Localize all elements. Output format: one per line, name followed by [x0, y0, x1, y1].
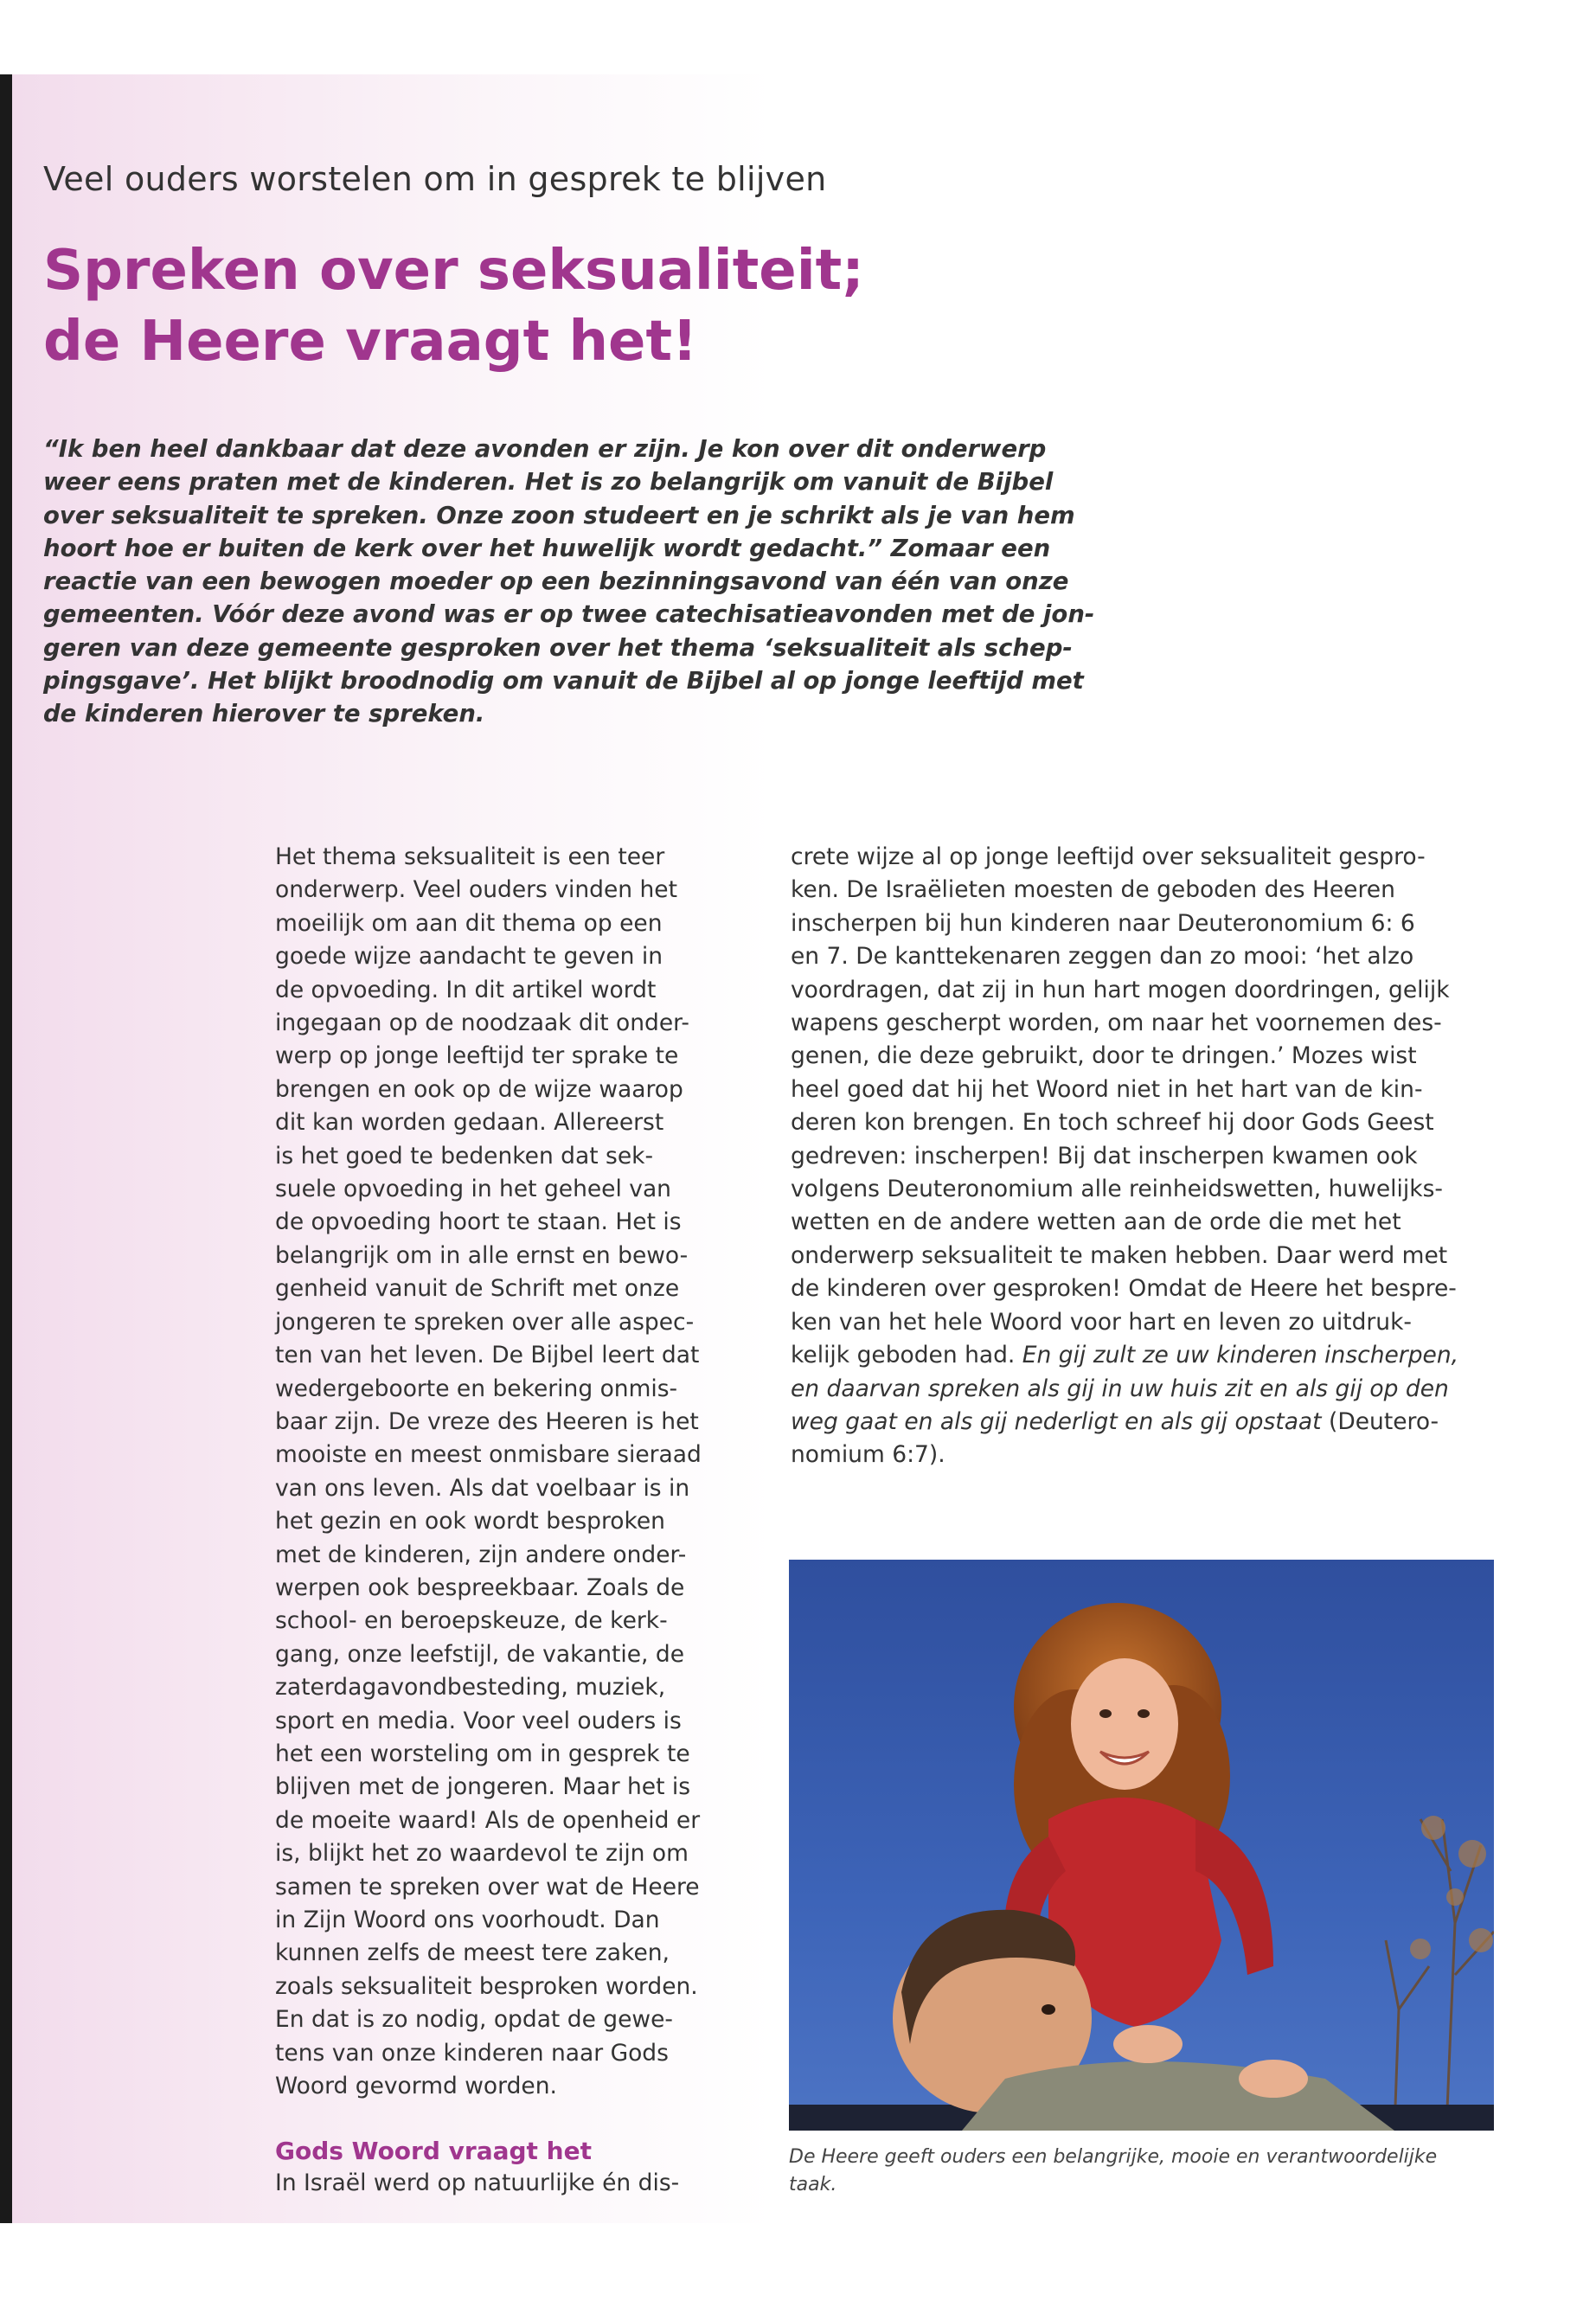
- intro-line: pingsgave’. Het blijkt broodnodig om vanuit de Bijbel al op jonge leeftijd met: [43, 667, 1084, 695]
- scripture-quote: en daarvan spreken als gij in uw huis zit en als gij op den: [791, 1375, 1449, 1402]
- body-line: met de kinderen, zijn andere onder-: [275, 1541, 687, 1568]
- body-line: en 7. De kanttekenaren zeggen dan zo mooi: ‘het alzo: [791, 943, 1414, 971]
- body-line: ken. De Israëlieten moesten de geboden des Heeren: [791, 876, 1395, 904]
- body-line: mooiste en meest onmisbare sieraad: [275, 1441, 702, 1469]
- body-line: In Israël werd op natuurlijke én dis-: [275, 2170, 680, 2196]
- caption-line: De Heere geeft ouders een belangrijke, mooie en verantwoordelijke: [789, 2146, 1438, 2168]
- article-kicker: Veel ouders worstelen om in gesprek te blijven: [43, 160, 827, 198]
- body-line: jongeren te spreken over alle aspec-: [275, 1308, 695, 1336]
- body-line: blijven met de jongeren. Maar het is: [275, 1773, 691, 1801]
- body-line: gang, onze leefstijl, de vakantie, de: [275, 1640, 685, 1668]
- caption-line: taak.: [789, 2174, 837, 2195]
- intro-line: weer eens praten met de kinderen. Het is zo belangrijk om vanuit de Bijbel: [43, 468, 1054, 497]
- body-line: gedreven: inscherpen! Bij dat inscherpen kwamen ook: [791, 1142, 1418, 1170]
- body-line: de opvoeding hoort te staan. Het is: [275, 1208, 682, 1236]
- intro-line: hoort hoe er buiten de kerk over het huwelijk wordt gedacht.” Zomaar een: [43, 534, 1051, 562]
- body-line: genen, die deze gebruikt, door te dringen.’ Mozes wist: [791, 1042, 1417, 1070]
- article-intro: [43, 433, 1116, 731]
- body-text: (Deutero-: [1321, 1407, 1439, 1435]
- body-line: baar zijn. De vreze des Heeren is het: [275, 1407, 699, 1435]
- body-line: volgens Deuteronomium alle reinheidswetten, huwelijks-: [791, 1176, 1443, 1203]
- photo-caption: [789, 2144, 1494, 2199]
- intro-line: “Ik ben heel dankbaar dat deze avonden er zijn. Je kon over dit onderwerp: [43, 435, 1047, 463]
- body-line: onderwerp. Veel ouders vinden het: [275, 876, 677, 904]
- body-line: onderwerp seksualiteit te maken hebben. Daar werd met: [791, 1241, 1448, 1269]
- body-line: inscherpen bij hun kinderen naar Deuteronomium 6: 6: [791, 909, 1415, 937]
- body-line: En dat is zo nodig, opdat de gewe-: [275, 2006, 673, 2034]
- body-line: sport en media. Voor veel ouders is: [275, 1707, 682, 1734]
- body-line: tens van onze kinderen naar Gods: [275, 2039, 669, 2067]
- intro-line: geren van deze gemeente gesproken over het thema ‘seksualiteit als schep-: [43, 633, 1073, 662]
- body-line: de opvoeding. In dit artikel wordt: [275, 976, 657, 1003]
- section-subheading: Gods Woord vraagt het: [275, 2137, 592, 2165]
- body-line: genheid vanuit de Schrift met onze: [275, 1275, 680, 1303]
- body-line: [791, 1339, 1500, 1372]
- body-line: nomium 6:7).: [791, 1441, 945, 1469]
- body-line: werpen ook bespreekbaar. Zoals de: [275, 1574, 685, 1601]
- body-line: van ons leven. Als dat voelbaar is in: [275, 1474, 690, 1502]
- article-photo: [789, 1560, 1494, 2131]
- body-line: zaterdagavondbesteding, muziek,: [275, 1674, 666, 1702]
- body-line: Woord gevormd worden.: [275, 2073, 557, 2100]
- body-line: Het thema seksualiteit is een teer: [275, 843, 665, 870]
- body-line: moeilijk om aan dit thema op een: [275, 909, 663, 937]
- intro-line: reactie van een bewogen moeder op een bezinningsavond van één van onze: [43, 567, 1069, 596]
- body-line: het een worsteling om in gesprek te: [275, 1740, 690, 1767]
- body-line: wapens gescherpt worden, om naar het voornemen des-: [791, 1009, 1442, 1037]
- body-line: kunnen zelfs de meest tere zaken,: [275, 1939, 670, 1967]
- scripture-quote: En gij zult ze uw kinderen inscherpen,: [1022, 1342, 1459, 1369]
- headline-line: Spreken over seksualiteit;: [43, 239, 864, 303]
- body-line: ken van het hele Woord voor hart en leven zo uitdruk-: [791, 1308, 1412, 1336]
- body-line: dit kan worden gedaan. Allereerst: [275, 1109, 664, 1137]
- body-line: voordragen, dat zij in hun hart mogen doordringen, gelijk: [791, 976, 1450, 1003]
- body-line: [791, 1406, 1500, 1439]
- body-line: ingegaan op de noodzaak dit onder-: [275, 1009, 689, 1037]
- page-binding-edge: [0, 74, 12, 2223]
- body-line: samen te spreken over wat de Heere: [275, 1873, 700, 1900]
- headline-line: de Heere vraagt het!: [43, 310, 698, 374]
- scripture-quote: weg gaat en als gij nederligt en als gij opstaat: [791, 1407, 1322, 1435]
- body-line: brengen en ook op de wijze waarop: [275, 1075, 683, 1103]
- body-line: is, blijkt het zo waardevol te zijn om: [275, 1840, 689, 1868]
- body-line: werp op jonge leeftijd ter sprake te: [275, 1042, 679, 1070]
- article-headline: [43, 235, 1081, 377]
- body-column-right: [791, 841, 1500, 1472]
- body-line: heel goed dat hij het Woord niet in het hart van de kin-: [791, 1075, 1423, 1103]
- body-line: goede wijze aandacht te geven in: [275, 943, 663, 971]
- body-line: ten van het leven. De Bijbel leert dat: [275, 1342, 700, 1369]
- body-line: wedergeboorte en bekering onmis-: [275, 1375, 678, 1402]
- body-line: het gezin en ook wordt besproken: [275, 1508, 665, 1535]
- intro-line: gemeenten. Vóór deze avond was er op twee catechisatieavonden met de jon-: [43, 600, 1095, 629]
- body-line: de kinderen over gesproken! Omdat de Heere het bespre-: [791, 1275, 1457, 1303]
- body-line: de moeite waard! Als de openheid er: [275, 1806, 701, 1834]
- body-line: wetten en de andere wetten aan de orde die met het: [791, 1208, 1401, 1236]
- body-line: zoals seksualiteit besproken worden.: [275, 1972, 698, 2000]
- body-line: crete wijze al op jonge leeftijd over seksualiteit gespro-: [791, 843, 1426, 870]
- body-line: school- en beroepskeuze, de kerk-: [275, 1607, 668, 1635]
- body-line: deren kon brengen. En toch schreef hij door Gods Geest: [791, 1109, 1434, 1137]
- body-text: kelijk geboden had.: [791, 1342, 1022, 1369]
- body-line: is het goed te bedenken dat sek-: [275, 1142, 654, 1170]
- body-line: suele opvoeding in het geheel van: [275, 1176, 671, 1203]
- body-line: in Zijn Woord ons voorhoudt. Dan: [275, 1907, 660, 1933]
- intro-line: de kinderen hierover te spreken.: [43, 700, 485, 728]
- body-column-left: [275, 841, 742, 2103]
- intro-line: over seksualiteit te spreken. Onze zoon studeert en je schrikt als je van hem: [43, 501, 1075, 529]
- body-line: belangrijk om in alle ernst en bewo-: [275, 1241, 689, 1269]
